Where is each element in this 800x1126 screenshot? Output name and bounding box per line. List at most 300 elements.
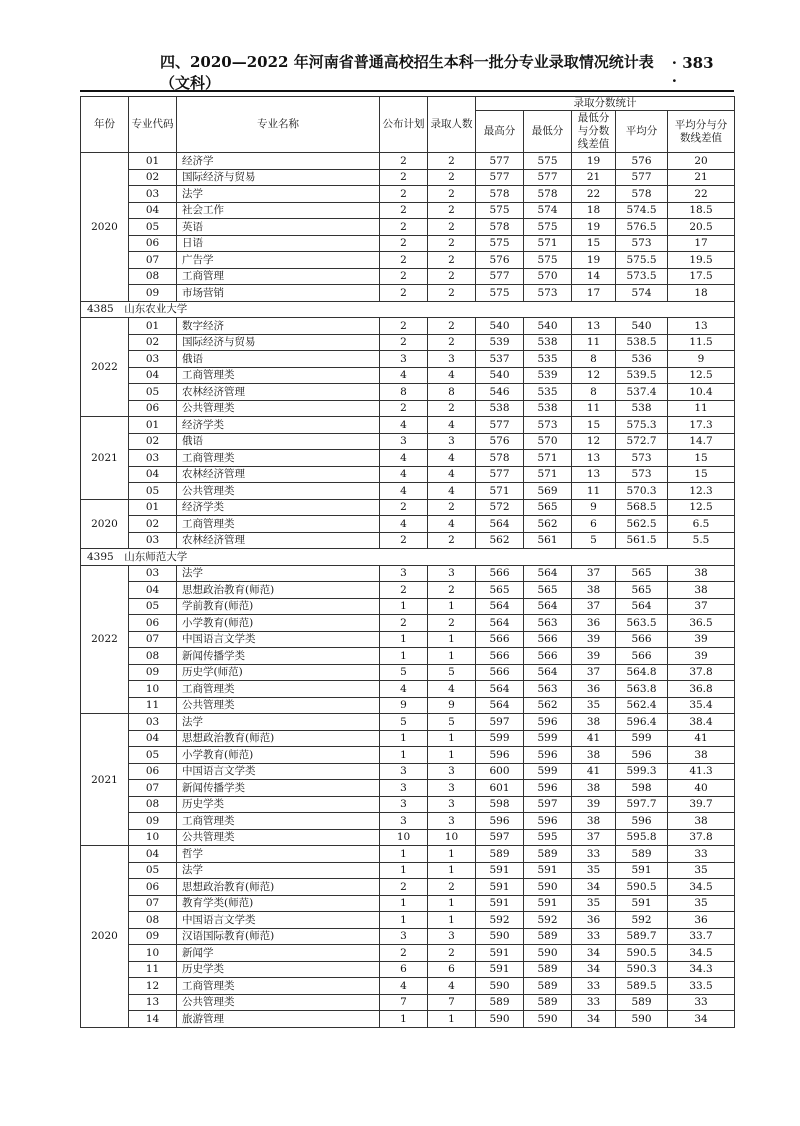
avg-diff-cell: 39	[668, 631, 735, 648]
table-row	[81, 879, 735, 896]
min-cell: 573	[524, 285, 572, 302]
avg-cell: 564	[616, 598, 668, 615]
university-row	[81, 301, 735, 318]
table-row	[81, 351, 735, 368]
avg-diff-cell: 10.4	[668, 384, 735, 401]
min-cell: 575	[524, 219, 572, 236]
min-cell: 566	[524, 648, 572, 665]
avg-diff-cell: 12.3	[668, 483, 735, 500]
code-cell: 07	[129, 780, 177, 797]
table-row	[81, 285, 735, 302]
admitted-cell: 2	[428, 945, 476, 962]
plan-cell: 7	[380, 994, 428, 1011]
max-cell: 596	[476, 747, 524, 764]
table-row	[81, 169, 735, 186]
min-cell: 562	[524, 697, 572, 714]
min-diff-cell: 18	[572, 202, 616, 219]
name-cell: 法学	[177, 186, 380, 203]
max-cell: 590	[476, 978, 524, 995]
avg-diff-cell: 39.7	[668, 796, 735, 813]
min-cell: 574	[524, 202, 572, 219]
min-diff-cell: 34	[572, 879, 616, 896]
min-cell: 569	[524, 483, 572, 500]
min-diff-cell: 19	[572, 153, 616, 170]
name-cell: 农林经济管理	[177, 384, 380, 401]
max-cell: 591	[476, 895, 524, 912]
plan-cell: 3	[380, 433, 428, 450]
min-cell: 565	[524, 499, 572, 516]
table-row	[81, 846, 735, 863]
avg-cell: 590	[616, 1011, 668, 1028]
avg-diff-cell: 15	[668, 466, 735, 483]
avg-diff-cell: 14.7	[668, 433, 735, 450]
max-cell: 578	[476, 186, 524, 203]
header-rule	[80, 90, 734, 92]
table-row	[81, 202, 735, 219]
year-cell: 2022	[81, 565, 129, 714]
min-diff-cell: 6	[572, 516, 616, 533]
table-row	[81, 433, 735, 450]
min-cell: 571	[524, 235, 572, 252]
year-cell: 2020	[81, 846, 129, 1028]
admitted-cell: 2	[428, 318, 476, 335]
admitted-cell: 1	[428, 912, 476, 929]
min-cell: 563	[524, 681, 572, 698]
min-cell: 575	[524, 153, 572, 170]
max-cell: 591	[476, 862, 524, 879]
min-diff-cell: 12	[572, 367, 616, 384]
min-diff-cell: 8	[572, 351, 616, 368]
avg-cell: 589.5	[616, 978, 668, 995]
min-diff-cell: 34	[572, 961, 616, 978]
max-cell: 575	[476, 202, 524, 219]
admitted-cell: 4	[428, 681, 476, 698]
min-cell: 590	[524, 879, 572, 896]
admitted-cell: 2	[428, 879, 476, 896]
table-row	[81, 813, 735, 830]
plan-cell: 3	[380, 796, 428, 813]
admitted-cell: 4	[428, 466, 476, 483]
admitted-cell: 1	[428, 631, 476, 648]
name-cell: 经济学	[177, 153, 380, 170]
code-cell: 06	[129, 235, 177, 252]
admitted-cell: 3	[428, 813, 476, 830]
min-diff-cell: 33	[572, 994, 616, 1011]
table-row	[81, 978, 735, 995]
admitted-cell: 4	[428, 417, 476, 434]
header-avg-diff: 平均分与分数线差值	[668, 111, 735, 153]
admitted-cell: 8	[428, 384, 476, 401]
plan-cell: 2	[380, 285, 428, 302]
avg-cell: 575.5	[616, 252, 668, 269]
table-row	[81, 912, 735, 929]
min-diff-cell: 9	[572, 499, 616, 516]
avg-diff-cell: 39	[668, 648, 735, 665]
min-cell: 577	[524, 169, 572, 186]
min-diff-cell: 15	[572, 417, 616, 434]
name-cell: 学前教育(师范)	[177, 598, 380, 615]
admitted-cell: 4	[428, 450, 476, 467]
admitted-cell: 3	[428, 351, 476, 368]
avg-diff-cell: 33.5	[668, 978, 735, 995]
avg-diff-cell: 41.3	[668, 763, 735, 780]
plan-cell: 2	[380, 186, 428, 203]
name-cell: 英语	[177, 219, 380, 236]
min-cell: 561	[524, 532, 572, 549]
max-cell: 578	[476, 219, 524, 236]
plan-cell: 5	[380, 664, 428, 681]
avg-diff-cell: 36.5	[668, 615, 735, 632]
min-diff-cell: 36	[572, 912, 616, 929]
min-cell: 563	[524, 615, 572, 632]
code-cell: 05	[129, 384, 177, 401]
table-row	[81, 829, 735, 846]
min-diff-cell: 37	[572, 664, 616, 681]
max-cell: 577	[476, 169, 524, 186]
admitted-cell: 2	[428, 153, 476, 170]
avg-diff-cell: 18.5	[668, 202, 735, 219]
plan-cell: 3	[380, 780, 428, 797]
avg-diff-cell: 34.3	[668, 961, 735, 978]
code-cell: 06	[129, 615, 177, 632]
table-row	[81, 450, 735, 467]
avg-cell: 576.5	[616, 219, 668, 236]
year-cell: 2021	[81, 714, 129, 846]
plan-cell: 1	[380, 648, 428, 665]
max-cell: 565	[476, 582, 524, 599]
max-cell: 596	[476, 813, 524, 830]
admitted-cell: 1	[428, 648, 476, 665]
admitted-cell: 1	[428, 895, 476, 912]
code-cell: 09	[129, 285, 177, 302]
min-cell: 590	[524, 945, 572, 962]
avg-diff-cell: 9	[668, 351, 735, 368]
min-cell: 535	[524, 351, 572, 368]
max-cell: 590	[476, 1011, 524, 1028]
min-cell: 566	[524, 631, 572, 648]
min-cell: 571	[524, 466, 572, 483]
admitted-cell: 2	[428, 615, 476, 632]
avg-cell: 570.3	[616, 483, 668, 500]
name-cell: 工商管理类	[177, 681, 380, 698]
min-cell: 570	[524, 268, 572, 285]
admitted-cell: 1	[428, 598, 476, 615]
code-cell: 11	[129, 697, 177, 714]
avg-cell: 575.3	[616, 417, 668, 434]
table-header	[81, 97, 735, 153]
header-admitted: 录取人数	[428, 97, 476, 153]
avg-cell: 589	[616, 994, 668, 1011]
name-cell: 思想政治教育(师范)	[177, 879, 380, 896]
name-cell: 思想政治教育(师范)	[177, 582, 380, 599]
plan-cell: 4	[380, 466, 428, 483]
plan-cell: 10	[380, 829, 428, 846]
avg-cell: 564.8	[616, 664, 668, 681]
table-row	[81, 994, 735, 1011]
code-cell: 07	[129, 252, 177, 269]
code-cell: 06	[129, 879, 177, 896]
name-cell: 俄语	[177, 351, 380, 368]
admitted-cell: 1	[428, 862, 476, 879]
plan-cell: 4	[380, 417, 428, 434]
admitted-cell: 6	[428, 961, 476, 978]
admitted-cell: 3	[428, 763, 476, 780]
admitted-cell: 2	[428, 252, 476, 269]
header-max: 最高分	[476, 111, 524, 153]
table-body	[81, 153, 735, 1028]
avg-diff-cell: 20.5	[668, 219, 735, 236]
avg-diff-cell: 13	[668, 318, 735, 335]
avg-cell: 596.4	[616, 714, 668, 731]
name-cell: 工商管理	[177, 268, 380, 285]
table-row	[81, 631, 735, 648]
plan-cell: 2	[380, 202, 428, 219]
max-cell: 577	[476, 417, 524, 434]
plan-cell: 2	[380, 400, 428, 417]
name-cell: 哲学	[177, 846, 380, 863]
max-cell: 600	[476, 763, 524, 780]
avg-cell: 590.5	[616, 945, 668, 962]
code-cell: 10	[129, 829, 177, 846]
min-cell: 575	[524, 252, 572, 269]
min-diff-cell: 36	[572, 681, 616, 698]
name-cell: 中国语言文学类	[177, 631, 380, 648]
max-cell: 590	[476, 928, 524, 945]
avg-cell: 573.5	[616, 268, 668, 285]
min-cell: 591	[524, 862, 572, 879]
name-cell: 市场营销	[177, 285, 380, 302]
admitted-cell: 4	[428, 367, 476, 384]
code-cell: 01	[129, 417, 177, 434]
avg-diff-cell: 35.4	[668, 697, 735, 714]
max-cell: 575	[476, 285, 524, 302]
table-row	[81, 153, 735, 170]
min-cell: 540	[524, 318, 572, 335]
max-cell: 578	[476, 450, 524, 467]
plan-cell: 9	[380, 697, 428, 714]
max-cell: 576	[476, 433, 524, 450]
avg-cell: 599	[616, 730, 668, 747]
name-cell: 教育学类(师范)	[177, 895, 380, 912]
table-row	[81, 219, 735, 236]
avg-diff-cell: 19.5	[668, 252, 735, 269]
plan-cell: 2	[380, 268, 428, 285]
name-cell: 经济学类	[177, 499, 380, 516]
admitted-cell: 4	[428, 516, 476, 533]
header-year: 年份	[81, 97, 129, 153]
avg-cell: 573	[616, 466, 668, 483]
code-cell: 05	[129, 747, 177, 764]
min-cell: 589	[524, 978, 572, 995]
avg-diff-cell: 40	[668, 780, 735, 797]
avg-cell: 591	[616, 895, 668, 912]
name-cell: 公共管理类	[177, 994, 380, 1011]
table-row	[81, 384, 735, 401]
name-cell: 中国语言文学类	[177, 912, 380, 929]
table-row	[81, 400, 735, 417]
avg-diff-cell: 34	[668, 1011, 735, 1028]
min-diff-cell: 36	[572, 615, 616, 632]
name-cell: 农林经济管理	[177, 466, 380, 483]
code-cell: 12	[129, 978, 177, 995]
avg-cell: 565	[616, 565, 668, 582]
name-cell: 公共管理类	[177, 483, 380, 500]
min-cell: 589	[524, 846, 572, 863]
avg-diff-cell: 37	[668, 598, 735, 615]
avg-cell: 566	[616, 648, 668, 665]
code-cell: 04	[129, 846, 177, 863]
code-cell: 03	[129, 714, 177, 731]
code-cell: 02	[129, 433, 177, 450]
name-cell: 旅游管理	[177, 1011, 380, 1028]
max-cell: 537	[476, 351, 524, 368]
max-cell: 566	[476, 648, 524, 665]
avg-cell: 568.5	[616, 499, 668, 516]
avg-diff-cell: 36	[668, 912, 735, 929]
table-row	[81, 483, 735, 500]
code-cell: 09	[129, 664, 177, 681]
name-cell: 公共管理类	[177, 697, 380, 714]
min-diff-cell: 38	[572, 780, 616, 797]
max-cell: 571	[476, 483, 524, 500]
code-cell: 08	[129, 648, 177, 665]
code-cell: 03	[129, 532, 177, 549]
max-cell: 591	[476, 961, 524, 978]
table-row	[81, 730, 735, 747]
table-row	[81, 598, 735, 615]
min-diff-cell: 35	[572, 862, 616, 879]
name-cell: 国际经济与贸易	[177, 334, 380, 351]
min-cell: 592	[524, 912, 572, 929]
plan-cell: 2	[380, 499, 428, 516]
page-title: 四、2020—2022 年河南省普通高校招生本科一批分专业录取情况统计表（文科）	[160, 53, 654, 92]
plan-cell: 3	[380, 813, 428, 830]
avg-cell: 562.4	[616, 697, 668, 714]
avg-diff-cell: 34.5	[668, 945, 735, 962]
admitted-cell: 10	[428, 829, 476, 846]
avg-cell: 566	[616, 631, 668, 648]
admitted-cell: 3	[428, 928, 476, 945]
min-cell: 599	[524, 763, 572, 780]
code-cell: 04	[129, 466, 177, 483]
name-cell: 数字经济	[177, 318, 380, 335]
name-cell: 俄语	[177, 433, 380, 450]
page-number: · 383 ·	[671, 54, 714, 90]
min-cell: 589	[524, 961, 572, 978]
plan-cell: 2	[380, 252, 428, 269]
plan-cell: 1	[380, 1011, 428, 1028]
max-cell: 591	[476, 879, 524, 896]
name-cell: 工商管理类	[177, 367, 380, 384]
max-cell: 540	[476, 367, 524, 384]
min-cell: 564	[524, 565, 572, 582]
max-cell: 564	[476, 681, 524, 698]
table-row	[81, 862, 735, 879]
admitted-cell: 3	[428, 433, 476, 450]
min-diff-cell: 13	[572, 466, 616, 483]
table-row	[81, 367, 735, 384]
max-cell: 589	[476, 846, 524, 863]
name-cell: 历史学类	[177, 961, 380, 978]
avg-cell: 562.5	[616, 516, 668, 533]
plan-cell: 4	[380, 978, 428, 995]
header-min-diff: 最低分与分数线差值	[572, 111, 616, 153]
avg-cell: 598	[616, 780, 668, 797]
table-row	[81, 268, 735, 285]
avg-cell: 595.8	[616, 829, 668, 846]
table-row	[81, 945, 735, 962]
max-cell: 597	[476, 714, 524, 731]
name-cell: 国际经济与贸易	[177, 169, 380, 186]
min-diff-cell: 13	[572, 318, 616, 335]
min-diff-cell: 35	[572, 895, 616, 912]
avg-diff-cell: 41	[668, 730, 735, 747]
table-row	[81, 186, 735, 203]
plan-cell: 3	[380, 763, 428, 780]
avg-diff-cell: 36.8	[668, 681, 735, 698]
min-diff-cell: 34	[572, 945, 616, 962]
min-diff-cell: 15	[572, 235, 616, 252]
min-diff-cell: 37	[572, 565, 616, 582]
name-cell: 工商管理类	[177, 450, 380, 467]
plan-cell: 2	[380, 582, 428, 599]
min-diff-cell: 13	[572, 450, 616, 467]
avg-diff-cell: 38	[668, 582, 735, 599]
plan-cell: 3	[380, 928, 428, 945]
name-cell: 工商管理类	[177, 813, 380, 830]
min-diff-cell: 19	[572, 219, 616, 236]
table-row	[81, 466, 735, 483]
university-name: 4395 山东师范大学	[81, 549, 735, 566]
table-row	[81, 796, 735, 813]
min-diff-cell: 39	[572, 648, 616, 665]
avg-cell: 591	[616, 862, 668, 879]
avg-diff-cell: 6.5	[668, 516, 735, 533]
min-cell: 538	[524, 334, 572, 351]
admitted-cell: 1	[428, 846, 476, 863]
admitted-cell: 4	[428, 978, 476, 995]
name-cell: 小学教育(师范)	[177, 615, 380, 632]
table-row	[81, 648, 735, 665]
plan-cell: 2	[380, 879, 428, 896]
max-cell: 564	[476, 516, 524, 533]
name-cell: 法学	[177, 714, 380, 731]
avg-cell: 539.5	[616, 367, 668, 384]
min-diff-cell: 21	[572, 169, 616, 186]
plan-cell: 4	[380, 450, 428, 467]
avg-diff-cell: 5.5	[668, 532, 735, 549]
code-cell: 13	[129, 994, 177, 1011]
min-diff-cell: 19	[572, 252, 616, 269]
max-cell: 564	[476, 615, 524, 632]
avg-diff-cell: 33.7	[668, 928, 735, 945]
table-row	[81, 615, 735, 632]
min-diff-cell: 37	[572, 598, 616, 615]
min-cell: 565	[524, 582, 572, 599]
avg-cell: 592	[616, 912, 668, 929]
admitted-cell: 2	[428, 169, 476, 186]
avg-diff-cell: 21	[668, 169, 735, 186]
header-name: 专业名称	[177, 97, 380, 153]
min-cell: 591	[524, 895, 572, 912]
plan-cell: 4	[380, 483, 428, 500]
min-cell: 599	[524, 730, 572, 747]
code-cell: 10	[129, 945, 177, 962]
min-diff-cell: 8	[572, 384, 616, 401]
avg-diff-cell: 37.8	[668, 829, 735, 846]
plan-cell: 4	[380, 516, 428, 533]
avg-diff-cell: 22	[668, 186, 735, 203]
